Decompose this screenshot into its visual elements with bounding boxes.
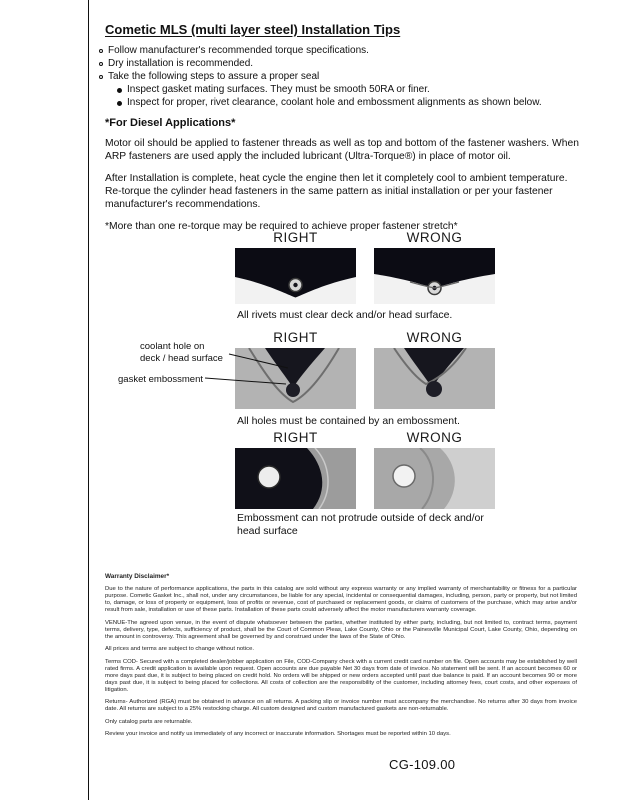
right-label-row3: RIGHT [273, 430, 318, 445]
rivet-clearance-right-diagram [235, 248, 356, 304]
coolant-hole-callout-line2: deck / head surface [140, 352, 223, 364]
bullet-marker [117, 101, 122, 106]
list-item [99, 58, 587, 71]
rivet-clearance-wrong-diagram [374, 248, 495, 304]
wrong-label-row2: WRONG [406, 330, 463, 345]
bullet-marker [99, 62, 103, 66]
wrong-label-row1: WRONG [406, 230, 463, 245]
bullet-marker [99, 75, 103, 79]
protrusion-right-diagram [235, 448, 356, 509]
diesel-applications-section [105, 117, 583, 242]
callout-pointer-lines [203, 350, 293, 390]
warranty-disclaimer-heading: Warranty Disclaimer* [105, 573, 170, 580]
hole-embossment-wrong-diagram [374, 348, 495, 409]
list-item [117, 97, 587, 110]
list-item-text: Dry installation is recommended. [108, 58, 254, 69]
right-label-row2: RIGHT [273, 330, 318, 345]
bullet-marker [117, 88, 122, 93]
disclaimer-paragraph: Only catalog parts are returnable. [105, 718, 193, 725]
disclaimer-paragraph: All prices and terms are subject to change without notice. [105, 646, 254, 652]
retorque-note: *More than one re-torque may be required to achieve proper fastener stretch* [105, 221, 458, 232]
row1-caption: All rivets must clear deck and/or head surface. [237, 309, 453, 321]
diesel-heading: *For Diesel Applications* [105, 117, 236, 129]
right-label-row1: RIGHT [273, 230, 318, 245]
list-item [99, 45, 587, 58]
margin-rule [88, 0, 89, 800]
list-item-text: Inspect gasket mating surfaces. They must be smooth 50RA or finer. [127, 84, 430, 95]
bullet-marker [99, 49, 103, 53]
page-code: CG-109.00 [389, 757, 456, 772]
diesel-paragraph: After Installation is complete, heat cycle the engine then let it completely cool to ambient temperature. Re-torque the cylinder head fasteners in the same pattern as initial installation or per your fastener manufacturer's recommendations. [105, 173, 568, 210]
gasket-embossment-callout: gasket embossment [118, 374, 204, 385]
diesel-paragraph: Motor oil should be applied to fastener threads as well as top and bottom of the fastener washers. When ARP fasteners are used apply the included lubricant (Ultra-Torque®) in place of motor oil. [105, 138, 579, 162]
warranty-disclaimer-section [105, 573, 577, 744]
list-item-text: Take the following steps to assure a proper seal [108, 71, 320, 82]
disclaimer-paragraph: VENUE-The agreed upon venue, in the event of dispute whatsoever between the parties, whether instituted by either party, including, but not limited to, contract terms, payment terms, delivery, type, defects, sufficiency of product, shall be the Court of Common Pleas, Lake County, Ohio or the Painesville Municipal Court, Lake County, Ohio, depending on the amount in controversy. This agreement shall be governed by and construed under the laws of the State of Ohio. [105, 619, 577, 640]
disclaimer-paragraph: Review your invoice and notify us immediately of any incorrect or inaccurate information. Shortages must be reported within 10 days. [105, 731, 451, 737]
list-item-text: Follow manufacturer's recommended torque specifications. [108, 45, 369, 56]
list-item [117, 84, 587, 97]
wrong-label-row3: WRONG [406, 430, 463, 445]
page-title: Cometic MLS (multi layer steel) Installation Tips [105, 22, 401, 37]
row3-caption: Embossment can not protrude outside of deck and/or head surface [237, 512, 484, 537]
disclaimer-paragraph: Terms COD- Secured with a completed dealer/jobber application on File, COD-Company check with a current credit card number on file. Open accounts may be established by well rated firms. A credit application is available upon request. Open accounts are due payable Net 30 days from date of invoice. No statement will be sent. If an account becomes 60 or more days past due, it is subject to being placed on credit hold. No orders will be shipped or new orders accepted until past due balance is paid. If an account becomes 90 or more days past due, it is subject to being placed for collections. All costs of collection are the responsibility of the customer, including attorney fees, court costs, and other expenses of litigation. [105, 658, 577, 693]
disclaimer-paragraph: Due to the nature of performance applications, the parts in this catalog are sold without any express warranty or any implied warranty of merchantability or fitness for a particular purpose. Cometic Gasket Inc., shall not, under any circumstances, be liable for any special, incidental or consequential damages, including, person, party or property, but not limited to, damage, or loss of property or equipment, loss of profits or revenue, cost of purchased or replacement goods, or claims of customers of the purchase, which may arise and/or result from sale, installation or use of these parts. Installation of these parts could adversely affect the motor manufacturers warranty coverage. [105, 586, 577, 613]
list-item [99, 71, 587, 84]
installation-tips-list [99, 45, 587, 110]
protrusion-wrong-diagram [374, 448, 495, 509]
list-item-text: Inspect for proper, rivet clearance, coolant hole and embossment alignments as shown below. [127, 97, 542, 108]
coolant-hole-callout-line1: coolant hole on [140, 341, 205, 352]
disclaimer-paragraph: Returns- Authorized (RGA) must be obtained in advance on all returns. A packing slip or invoice number must accompany the merchandise. No returns after 30 days from invoice date. All returns are subject to a 25% restocking charge. All custom designed and custom manufactured gaskets are non-returnable. [105, 699, 577, 712]
row2-caption: All holes must be contained by an embossment. [237, 415, 460, 427]
